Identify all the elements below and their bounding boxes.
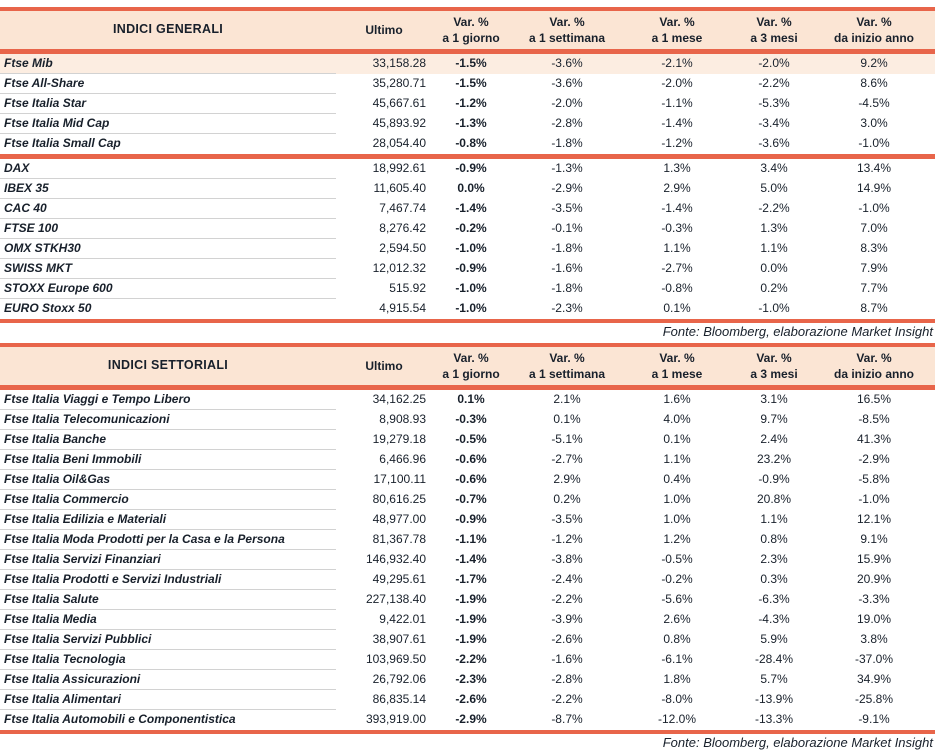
var-1m-value: -2.7%: [661, 261, 693, 276]
indici-generali-body: [0, 54, 935, 319]
ultimo-value: 393,919.00: [365, 712, 426, 727]
var-1d-value: -1.4%: [455, 552, 487, 567]
var-1d-value: -1.7%: [455, 572, 487, 587]
var-ytd-value: 41.3%: [856, 432, 892, 447]
var-1w-value: -1.8%: [551, 281, 583, 296]
column-header: [336, 11, 432, 49]
var-1d-value: -2.3%: [455, 672, 487, 687]
column-header-line1: Var. %: [856, 15, 892, 29]
var-1m-value: -8.0%: [661, 692, 693, 707]
column-header: [624, 347, 730, 385]
var-1d-value: -0.9%: [455, 261, 487, 276]
var-3m-value: 0.8%: [760, 532, 788, 547]
table-row: [0, 279, 935, 299]
var-3m-value: 3.4%: [760, 161, 788, 176]
var-1w-value: -1.8%: [551, 241, 583, 256]
index-name: IBEX 35: [0, 179, 336, 199]
var-1w-value: -3.6%: [551, 76, 583, 91]
column-header-line1: Var. %: [659, 15, 695, 29]
ultimo-value: 8,908.93: [379, 412, 426, 427]
var-ytd-value: 7.0%: [860, 221, 888, 236]
var-1d-value: -0.2%: [455, 221, 487, 236]
table-row: [0, 239, 935, 259]
var-1w-value: -2.4%: [551, 572, 583, 587]
column-header-line1: Var. %: [756, 15, 792, 29]
ultimo-value: 9,422.01: [379, 612, 426, 627]
var-3m-value: -2.2%: [758, 76, 790, 91]
table-row: [0, 54, 935, 74]
var-ytd-value: 14.9%: [856, 181, 892, 196]
column-header: [730, 347, 818, 385]
var-ytd-value: -37.0%: [854, 652, 894, 667]
column-header-line1: Var. %: [549, 351, 585, 365]
var-1d-value: -1.9%: [455, 592, 487, 607]
var-1w-value: -2.2%: [551, 592, 583, 607]
var-ytd-value: -25.8%: [854, 692, 894, 707]
var-ytd-value: 3.0%: [860, 116, 888, 131]
index-name: Ftse Italia Banche: [0, 430, 336, 450]
ultimo-value: 146,932.40: [365, 552, 426, 567]
index-name: SWISS MKT: [0, 259, 336, 279]
column-header: [818, 11, 930, 49]
index-name: Ftse Italia Small Cap: [4, 136, 121, 151]
ultimo-value: 48,977.00: [372, 512, 426, 527]
var-1w-value: -2.3%: [551, 301, 583, 316]
index-name: Ftse Italia Mid Cap: [0, 114, 336, 134]
index-name: Ftse Italia Salute: [0, 590, 336, 610]
var-3m-value: -13.9%: [754, 692, 794, 707]
table-row: [0, 650, 935, 670]
var-1w-value: -0.1%: [551, 221, 583, 236]
var-1w-value: -3.9%: [551, 612, 583, 627]
var-1d-value: -1.0%: [455, 281, 487, 296]
var-1w-value: -1.6%: [551, 652, 583, 667]
index-name: CAC 40: [0, 199, 336, 219]
var-1m-value: -0.2%: [661, 572, 693, 587]
index-name: Ftse Italia Moda Prodotti per la Casa e la Persona: [0, 530, 336, 550]
column-header: [818, 347, 930, 385]
table-row: [0, 259, 935, 279]
ultimo-value: 35,280.71: [372, 76, 426, 91]
var-1w-value: 2.1%: [553, 392, 581, 407]
table-row: [0, 390, 935, 410]
column-header: [432, 347, 510, 385]
index-name: Ftse Italia Automobili e Componentistica: [4, 712, 236, 727]
var-ytd-value: 7.9%: [860, 261, 888, 276]
var-1d-value: -0.8%: [455, 136, 487, 151]
var-3m-value: 20.8%: [756, 492, 792, 507]
column-header-line1: Var. %: [453, 351, 489, 365]
table-title: INDICI SETTORIALI: [107, 358, 229, 373]
table-row: [0, 490, 935, 510]
var-1m-value: -2.1%: [661, 56, 693, 71]
var-ytd-value: 7.7%: [860, 281, 888, 296]
var-1d-value: -1.3%: [455, 116, 487, 131]
column-header-line1: Ultimo: [365, 23, 403, 37]
var-3m-value: -4.3%: [758, 612, 790, 627]
ultimo-value: 17,100.11: [373, 472, 426, 487]
indici-settoriali-header: [0, 347, 935, 385]
var-1w-value: -2.8%: [551, 116, 583, 131]
table-row: [0, 159, 935, 179]
index-name: Ftse Italia Commercio: [0, 490, 336, 510]
var-1w-value: -5.1%: [551, 432, 583, 447]
var-1w-value: -3.5%: [551, 512, 583, 527]
var-1m-value: 4.0%: [663, 412, 691, 427]
column-header-line1: Ultimo: [365, 359, 403, 373]
index-name: Ftse Italia Telecomunicazioni: [0, 410, 336, 430]
ultimo-value: 12,012.32: [372, 261, 426, 276]
index-name: OMX STKH30: [0, 239, 336, 259]
column-header-line2: a 1 settimana: [528, 367, 606, 381]
var-3m-value: -3.6%: [758, 136, 790, 151]
var-3m-value: 2.3%: [760, 552, 788, 567]
index-name: DAX: [0, 159, 336, 179]
var-1m-value: -1.1%: [661, 96, 693, 111]
var-1d-value: -0.9%: [455, 161, 487, 176]
ultimo-value: 34,162.25: [372, 392, 426, 407]
index-name: Ftse Italia Servizi Pubblici: [0, 630, 336, 650]
var-1m-value: 1.0%: [663, 492, 691, 507]
var-1m-value: -1.4%: [661, 201, 693, 216]
ultimo-value: 28,054.40: [372, 136, 426, 151]
var-1m-value: 1.1%: [663, 452, 691, 467]
var-1w-value: 2.9%: [553, 472, 581, 487]
var-1m-value: 1.3%: [663, 161, 691, 176]
column-header: [510, 11, 624, 49]
var-3m-value: 1.3%: [760, 221, 788, 236]
index-name: Ftse Italia Viaggi e Tempo Libero: [0, 390, 336, 410]
column-header-line2: a 3 mesi: [750, 367, 798, 381]
index-name: Ftse Italia Alimentari: [0, 690, 336, 710]
var-1d-value: -2.6%: [455, 692, 487, 707]
column-header-line1: Var. %: [453, 15, 489, 29]
index-name: Ftse Italia Beni Immobili: [0, 450, 336, 470]
indici-generali-header: [0, 11, 935, 49]
var-1d-value: -0.6%: [455, 452, 487, 467]
var-1w-value: -2.9%: [551, 181, 583, 196]
var-ytd-value: -5.8%: [858, 472, 890, 487]
table-row: [0, 510, 935, 530]
table-row: [0, 570, 935, 590]
column-header-line2: a 1 mese: [651, 367, 703, 381]
var-1m-value: 0.1%: [663, 432, 691, 447]
ultimo-value: 38,907.61: [372, 632, 426, 647]
var-1w-value: -1.2%: [551, 532, 583, 547]
table-row: [0, 199, 935, 219]
var-3m-value: -2.2%: [758, 201, 790, 216]
var-1d-value: -1.1%: [455, 532, 487, 547]
var-1m-value: -2.0%: [661, 76, 693, 91]
ultimo-value: 11,605.40: [373, 181, 426, 196]
table-title: INDICI GENERALI: [112, 22, 224, 37]
var-1m-value: 0.1%: [663, 301, 691, 316]
table-row: [0, 530, 935, 550]
ultimo-value: 6,466.96: [379, 452, 426, 467]
ultimo-value: 33,158.28: [372, 56, 426, 71]
column-header: [510, 347, 624, 385]
index-name: STOXX Europe 600: [0, 279, 336, 299]
index-name: Ftse Italia Edilizia e Materiali: [0, 510, 336, 530]
var-1w-value: -1.6%: [551, 261, 583, 276]
table-row: [0, 590, 935, 610]
var-1d-value: -2.2%: [455, 652, 487, 667]
column-header-line2: a 1 settimana: [528, 31, 606, 45]
column-header: [730, 11, 818, 49]
var-ytd-value: 16.5%: [856, 392, 892, 407]
var-ytd-value: -1.0%: [858, 136, 890, 151]
ultimo-value: 26,792.06: [372, 672, 426, 687]
var-1w-value: -3.8%: [551, 552, 583, 567]
ultimo-value: 49,295.61: [372, 572, 426, 587]
var-ytd-value: 12.1%: [856, 512, 892, 527]
column-header-line1: Var. %: [756, 351, 792, 365]
var-1m-value: 0.4%: [663, 472, 691, 487]
var-1w-value: -2.2%: [551, 692, 583, 707]
column-header-line1: Var. %: [856, 351, 892, 365]
var-ytd-value: 13.4%: [856, 161, 892, 176]
var-1m-value: 2.9%: [663, 181, 691, 196]
ultimo-value: 80,616.25: [372, 492, 426, 507]
ultimo-value: 45,893.92: [372, 116, 426, 131]
var-1d-value: -0.6%: [455, 472, 487, 487]
var-3m-value: 5.0%: [760, 181, 788, 196]
var-3m-value: 9.7%: [760, 412, 788, 427]
var-ytd-value: 20.9%: [856, 572, 892, 587]
var-1w-value: -1.8%: [551, 136, 583, 151]
var-3m-value: 1.1%: [760, 512, 788, 527]
var-1m-value: -1.2%: [661, 136, 693, 151]
var-1w-value: 0.2%: [553, 492, 581, 507]
column-header-line2: da inizio anno: [834, 31, 914, 45]
var-ytd-value: 15.9%: [856, 552, 892, 567]
var-3m-value: 0.2%: [760, 281, 788, 296]
var-3m-value: -1.0%: [758, 301, 790, 316]
var-3m-value: 2.4%: [760, 432, 788, 447]
var-1d-value: -1.0%: [455, 241, 487, 256]
table-row: [0, 219, 935, 239]
table-bottom-border: [0, 730, 935, 734]
var-3m-value: 5.9%: [760, 632, 788, 647]
var-1w-value: -3.5%: [551, 201, 583, 216]
var-ytd-value: -4.5%: [858, 96, 890, 111]
var-3m-value: -28.4%: [754, 652, 794, 667]
var-1d-value: -1.9%: [455, 632, 487, 647]
column-header-line2: a 3 mesi: [750, 31, 798, 45]
table-row: [0, 610, 935, 630]
var-1d-value: 0.1%: [457, 392, 485, 407]
ultimo-value: 227,138.40: [365, 592, 426, 607]
table-bottom-border: [0, 319, 935, 323]
var-1w-value: -2.6%: [551, 632, 583, 647]
var-1m-value: -6.1%: [661, 652, 693, 667]
index-name: Ftse All-Share: [0, 74, 336, 94]
ultimo-value: 8,276.42: [379, 221, 426, 236]
var-1d-value: -0.5%: [455, 432, 487, 447]
var-1m-value: 0.8%: [663, 632, 691, 647]
var-ytd-value: -2.9%: [858, 452, 890, 467]
var-ytd-value: 8.3%: [860, 241, 888, 256]
ultimo-value: 4,915.54: [379, 301, 426, 316]
var-3m-value: -0.9%: [758, 472, 790, 487]
var-ytd-value: 9.2%: [860, 56, 888, 71]
var-3m-value: 0.0%: [760, 261, 788, 276]
table-row: [0, 134, 935, 154]
var-1d-value: 0.0%: [457, 181, 485, 196]
ultimo-value: 19,279.18: [372, 432, 426, 447]
column-header-line2: a 1 giorno: [442, 31, 500, 45]
var-1m-value: -5.6%: [661, 592, 693, 607]
var-1w-value: -2.0%: [551, 96, 583, 111]
table-row: [0, 450, 935, 470]
table-row: [0, 410, 935, 430]
ultimo-value: 18,992.61: [372, 161, 426, 176]
var-1d-value: -0.9%: [455, 512, 487, 527]
column-header: [432, 11, 510, 49]
var-1d-value: -1.4%: [455, 201, 487, 216]
index-name: Ftse Italia Prodotti e Servizi Industriali: [0, 570, 336, 590]
ultimo-value: 103,969.50: [365, 652, 426, 667]
var-1w-value: 0.1%: [553, 412, 581, 427]
var-1w-value: -2.7%: [551, 452, 583, 467]
table-row: [0, 550, 935, 570]
table-row: [0, 630, 935, 650]
table-row: [0, 299, 935, 319]
var-1m-value: 2.6%: [663, 612, 691, 627]
index-name: EURO Stoxx 50: [4, 301, 92, 316]
ultimo-value: 2,594.50: [379, 241, 426, 256]
var-1w-value: -2.8%: [551, 672, 583, 687]
var-3m-value: 3.1%: [760, 392, 788, 407]
var-1m-value: -0.8%: [661, 281, 693, 296]
var-ytd-value: 3.8%: [860, 632, 888, 647]
index-name: Ftse Italia Servizi Finanziari: [0, 550, 336, 570]
var-3m-value: -13.3%: [754, 712, 794, 727]
column-header: [336, 347, 432, 385]
var-3m-value: -5.3%: [758, 96, 790, 111]
var-1m-value: 1.1%: [663, 241, 691, 256]
var-1d-value: -1.0%: [455, 301, 487, 316]
index-name: Ftse Italia Media: [0, 610, 336, 630]
table-row: [0, 710, 935, 730]
index-name: Ftse Italia Assicurazioni: [0, 670, 336, 690]
var-ytd-value: 8.6%: [860, 76, 888, 91]
var-ytd-value: -3.3%: [858, 592, 890, 607]
var-1m-value: 1.2%: [663, 532, 691, 547]
var-ytd-value: -1.0%: [858, 492, 890, 507]
var-3m-value: 5.7%: [760, 672, 788, 687]
ultimo-value: 515.92: [389, 281, 426, 296]
var-1d-value: -1.9%: [455, 612, 487, 627]
var-1d-value: -2.9%: [455, 712, 487, 727]
var-ytd-value: 8.7%: [860, 301, 888, 316]
var-3m-value: -3.4%: [758, 116, 790, 131]
index-name: Ftse Italia Star: [0, 94, 336, 114]
column-header-line2: a 1 giorno: [442, 367, 500, 381]
ultimo-value: 81,367.78: [372, 532, 426, 547]
table-row: [0, 470, 935, 490]
indici-generali-section: [0, 7, 935, 340]
column-header: [624, 11, 730, 49]
var-ytd-value: -1.0%: [858, 201, 890, 216]
var-1m-value: 1.0%: [663, 512, 691, 527]
table-row: [0, 430, 935, 450]
var-1m-value: 1.6%: [663, 392, 691, 407]
var-ytd-value: -9.1%: [858, 712, 890, 727]
var-3m-value: -6.3%: [758, 592, 790, 607]
table-row: [0, 179, 935, 199]
var-ytd-value: 9.1%: [860, 532, 888, 547]
column-header-line2: da inizio anno: [834, 367, 914, 381]
index-name: Ftse Italia Tecnologia: [0, 650, 336, 670]
indici-settoriali-section: [0, 343, 935, 751]
table-row: [0, 690, 935, 710]
var-1w-value: -1.3%: [551, 161, 583, 176]
var-1w-value: -3.6%: [551, 56, 583, 71]
table-row: [0, 94, 935, 114]
var-1d-value: -1.5%: [455, 76, 487, 91]
var-1d-value: -0.3%: [455, 412, 487, 427]
table-row: [0, 670, 935, 690]
indici-settoriali-body: [0, 390, 935, 730]
var-ytd-value: -8.5%: [858, 412, 890, 427]
var-1m-value: -0.5%: [661, 552, 693, 567]
var-3m-value: -2.0%: [758, 56, 790, 71]
var-ytd-value: 19.0%: [856, 612, 892, 627]
table-row: [0, 114, 935, 134]
source-note: Fonte: Bloomberg, elaborazione Market Insight: [662, 735, 933, 750]
var-1m-value: -1.4%: [661, 116, 693, 131]
source-note: Fonte: Bloomberg, elaborazione Market Insight: [662, 324, 933, 339]
var-1m-value: -0.3%: [661, 221, 693, 236]
table-row: [0, 74, 935, 94]
var-3m-value: 1.1%: [760, 241, 788, 256]
index-name: Ftse Mib: [0, 54, 336, 74]
column-header-line2: a 1 mese: [651, 31, 703, 45]
ultimo-value: 45,667.61: [372, 96, 426, 111]
var-1d-value: -0.7%: [455, 492, 487, 507]
var-3m-value: 0.3%: [760, 572, 788, 587]
column-header-line1: Var. %: [659, 351, 695, 365]
ultimo-value: 86,835.14: [372, 692, 426, 707]
index-name: FTSE 100: [0, 219, 336, 239]
var-1m-value: 1.8%: [663, 672, 691, 687]
var-1w-value: -8.7%: [551, 712, 583, 727]
var-3m-value: 23.2%: [756, 452, 792, 467]
index-name: Ftse Italia Oil&Gas: [0, 470, 336, 490]
var-1d-value: -1.2%: [455, 96, 487, 111]
column-header-line1: Var. %: [549, 15, 585, 29]
var-1m-value: -12.0%: [657, 712, 697, 727]
var-1d-value: -1.5%: [455, 56, 487, 71]
ultimo-value: 7,467.74: [379, 201, 426, 216]
var-ytd-value: 34.9%: [856, 672, 892, 687]
